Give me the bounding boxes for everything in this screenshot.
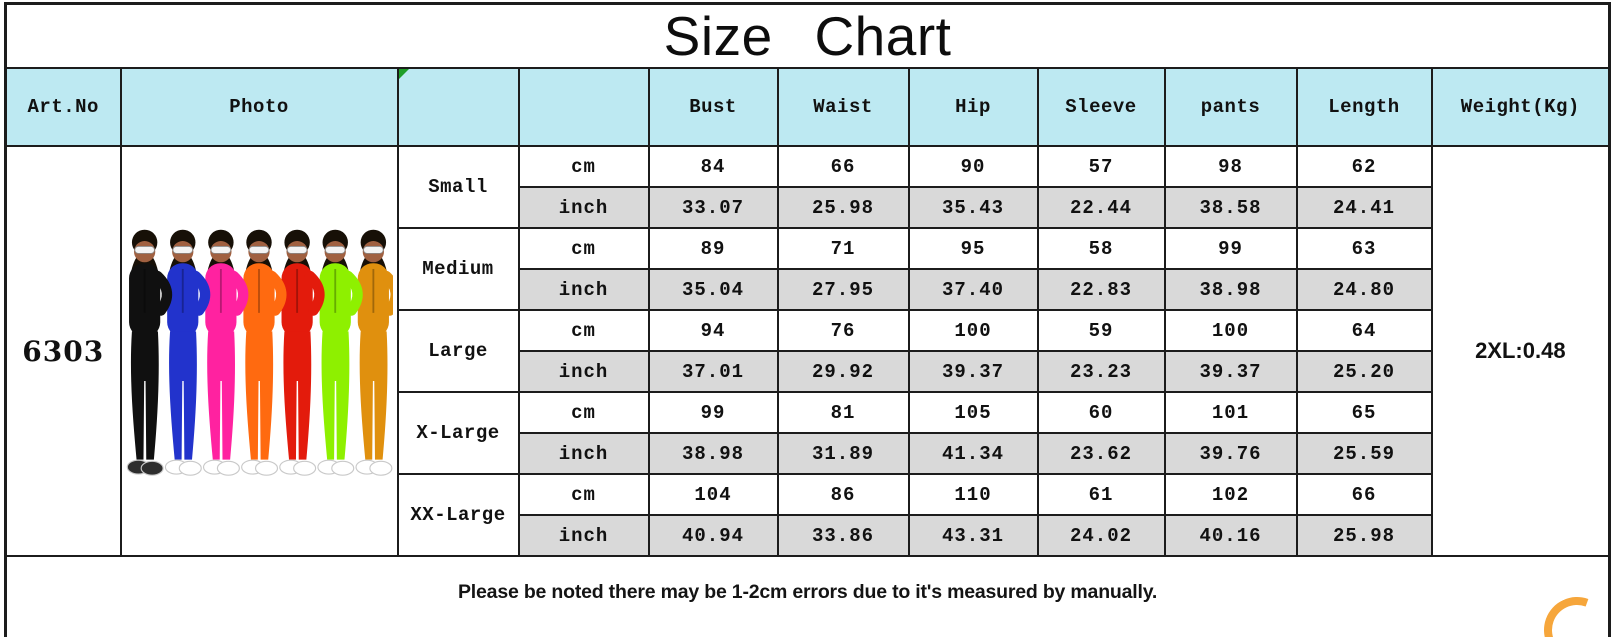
art-no-value: 6303 [6, 146, 121, 556]
measure-cell: 22.83 [1038, 269, 1165, 310]
measure-cell: 71 [778, 228, 909, 269]
measure-cell: 23.62 [1038, 433, 1165, 474]
size-row [6, 146, 1610, 187]
col-header-length: Length [1297, 68, 1432, 146]
measure-cell: 39.76 [1165, 433, 1297, 474]
title-row [6, 4, 1610, 69]
size-label: XX-Large [398, 474, 519, 556]
col-header-bust: Bust [649, 68, 778, 146]
measure-cell: 23.23 [1038, 351, 1165, 392]
size-chart-table [4, 2, 1611, 637]
measure-cell: 62 [1297, 146, 1432, 187]
header-row [6, 68, 1610, 146]
measure-cell: 40.16 [1165, 515, 1297, 556]
measure-cell: 94 [649, 310, 778, 351]
measure-cell: 105 [909, 392, 1038, 433]
measure-cell: 110 [909, 474, 1038, 515]
measure-cell: 64 [1297, 310, 1432, 351]
measure-cell: 60 [1038, 392, 1165, 433]
measure-cell: 35.04 [649, 269, 778, 310]
measure-cell: 99 [649, 392, 778, 433]
unit-label: inch [519, 351, 649, 392]
measure-cell: 38.98 [1165, 269, 1297, 310]
measure-cell: 104 [649, 474, 778, 515]
measure-cell: 25.20 [1297, 351, 1432, 392]
col-header-pants: pants [1165, 68, 1297, 146]
measure-cell: 25.98 [778, 187, 909, 228]
measure-cell: 24.02 [1038, 515, 1165, 556]
measure-cell: 43.31 [909, 515, 1038, 556]
measure-cell: 89 [649, 228, 778, 269]
measure-cell: 37.40 [909, 269, 1038, 310]
measure-cell: 33.07 [649, 187, 778, 228]
measure-cell: 58 [1038, 228, 1165, 269]
size-label: Small [398, 146, 519, 228]
product-photo-image [122, 147, 397, 555]
measure-cell: 25.59 [1297, 433, 1432, 474]
unit-label: inch [519, 187, 649, 228]
measure-cell: 84 [649, 146, 778, 187]
measure-cell: 90 [909, 146, 1038, 187]
measure-cell: 81 [778, 392, 909, 433]
measure-cell: 38.98 [649, 433, 778, 474]
unit-label: cm [519, 228, 649, 269]
unit-label: cm [519, 474, 649, 515]
measure-cell: 63 [1297, 228, 1432, 269]
measure-cell: 39.37 [1165, 351, 1297, 392]
measure-cell: 37.01 [649, 351, 778, 392]
col-header-sleeve: Sleeve [1038, 68, 1165, 146]
weight-value: 2XL:0.48 [1432, 146, 1610, 556]
measure-cell: 100 [1165, 310, 1297, 351]
product-photo [121, 146, 398, 556]
footer-note: Please be noted there may be 1-2cm errors due to it's measured by manually. [6, 556, 1610, 637]
unit-label: cm [519, 310, 649, 351]
measure-cell: 38.58 [1165, 187, 1297, 228]
measure-cell: 100 [909, 310, 1038, 351]
size-label: Large [398, 310, 519, 392]
measure-cell: 39.37 [909, 351, 1038, 392]
unit-label: inch [519, 433, 649, 474]
unit-label: cm [519, 146, 649, 187]
measure-cell: 95 [909, 228, 1038, 269]
measure-cell: 98 [1165, 146, 1297, 187]
measure-cell: 41.34 [909, 433, 1038, 474]
measure-cell: 25.98 [1297, 515, 1432, 556]
measure-cell: 35.43 [909, 187, 1038, 228]
col-header-art-no: Art.No [6, 68, 121, 146]
measure-cell: 29.92 [778, 351, 909, 392]
measure-cell: 24.41 [1297, 187, 1432, 228]
col-header-hip: Hip [909, 68, 1038, 146]
measure-cell: 24.80 [1297, 269, 1432, 310]
measure-cell: 59 [1038, 310, 1165, 351]
page-title: Size Chart [6, 4, 1610, 69]
col-header-unit [519, 68, 649, 146]
measure-cell: 31.89 [778, 433, 909, 474]
measure-cell: 22.44 [1038, 187, 1165, 228]
size-label: X-Large [398, 392, 519, 474]
col-header-photo: Photo [121, 68, 398, 146]
unit-label: inch [519, 515, 649, 556]
footer-row [6, 556, 1610, 637]
unit-label: inch [519, 269, 649, 310]
col-header-waist: Waist [778, 68, 909, 146]
comment-marker-icon [399, 69, 409, 79]
size-label: Medium [398, 228, 519, 310]
unit-label: cm [519, 392, 649, 433]
measure-cell: 66 [1297, 474, 1432, 515]
measure-cell: 76 [778, 310, 909, 351]
measure-cell: 65 [1297, 392, 1432, 433]
measure-cell: 86 [778, 474, 909, 515]
measure-cell: 101 [1165, 392, 1297, 433]
measure-cell: 57 [1038, 146, 1165, 187]
measure-cell: 33.86 [778, 515, 909, 556]
col-header-size [398, 68, 519, 146]
measure-cell: 61 [1038, 474, 1165, 515]
measure-cell: 40.94 [649, 515, 778, 556]
measure-cell: 99 [1165, 228, 1297, 269]
measure-cell: 102 [1165, 474, 1297, 515]
col-header-weight: Weight(Kg) [1432, 68, 1610, 146]
measure-cell: 27.95 [778, 269, 909, 310]
measure-cell: 66 [778, 146, 909, 187]
